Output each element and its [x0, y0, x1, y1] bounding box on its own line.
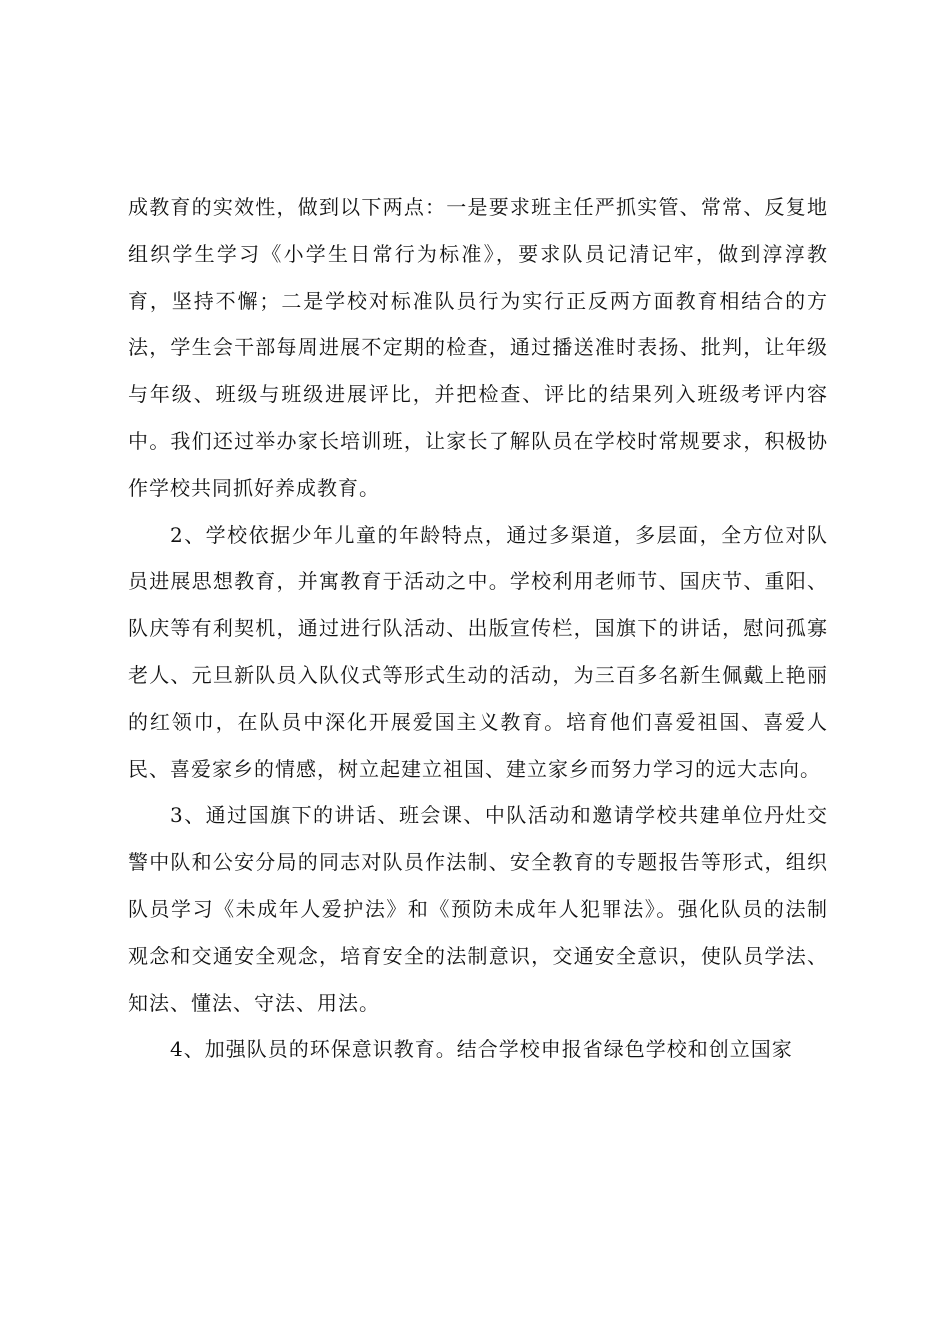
paragraph-3: 3、通过国旗下的讲话、班会课、中队活动和邀请学校共建单位丹灶交警中队和公安分局的同志对队员作法制、安全教育的专题报告等形式，组织队员学习《未成年人爱护法》和《预防未成年人犯罪法》。强化队员的法制观念和交通安全观念，培育安全的法制意识，交通安全意识，使队员学法、知法、懂法、守法、用法。 — [128, 803, 828, 1015]
paragraph-1: 成教育的实效性，做到以下两点：一是要求班主任严抓实管、常常、反复地组织学生学习《小学生日常行为标准》，要求队员记清记牢，做到淳淳教育，坚持不懈；二是学校对标准队员行为实行正反两方面教育相结合的方法，学生会干部每周进展不定期的检查，通过播送准时表扬、批判，让年级与年级、班级与班级进展评比，并把检查、评比的结果列入班级考评内容中。我们还过举办家长培训班，让家长了解队员在学校时常规要求，积极协作学校共同抓好养成教育。 — [128, 195, 828, 500]
paragraph-4: 4、加强队员的环保意识教育。结合学校申报省绿色学校和创立国家 — [170, 1037, 793, 1062]
paragraph-2: 2、学校依据少年儿童的年龄特点，通过多渠道，多层面，全方位对队员进展思想教育，并寓教育于活动之中。学校利用老师节、国庆节、重阳、队庆等有利契机，通过进行队活动、出版宣传栏，国旗下的讲话，慰问孤寡老人、元旦新队员入队仪式等形式生动的活动，为三百多名新生佩戴上艳丽的红领巾，在队员中深化开展爱国主义教育。培育他们喜爱祖国、喜爱人民、喜爱家乡的情感，树立起建立祖国、建立家乡而努力学习的远大志向。 — [128, 522, 828, 781]
document-body — [128, 184, 828, 1073]
